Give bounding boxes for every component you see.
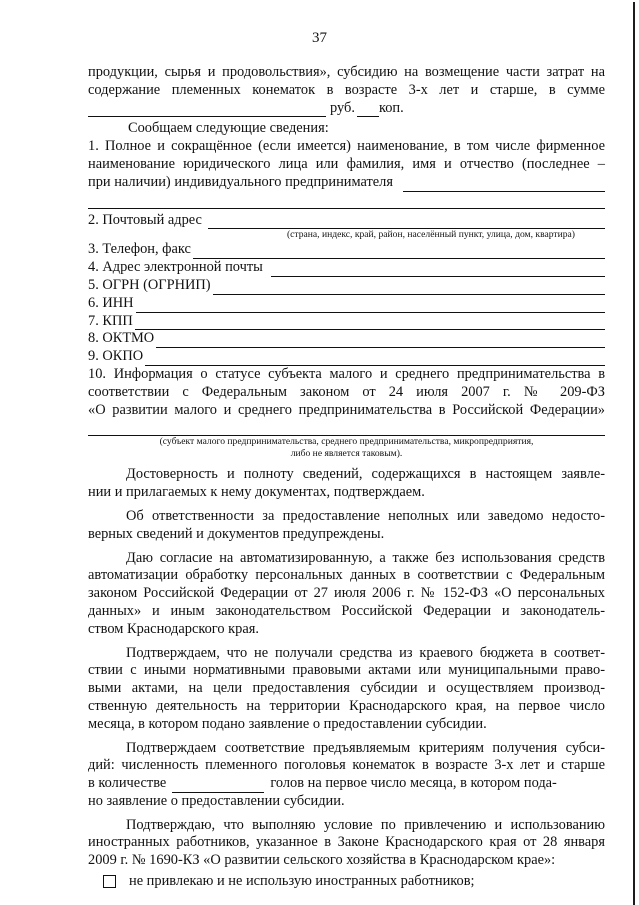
quantity-label: в количестве bbox=[88, 775, 167, 792]
item1-line-2: наименование юридического лица или фамилия, имя и отчество (последнее – bbox=[88, 155, 605, 172]
email-field[interactable] bbox=[271, 262, 605, 277]
postal-address-field[interactable] bbox=[208, 214, 605, 229]
item1-label: при наличии) индивидуального предпринимателя bbox=[88, 173, 393, 190]
phone-fax-label: 3. Телефон, факс bbox=[88, 241, 191, 258]
inn-label: 6. ИНН bbox=[88, 294, 134, 311]
application-form bbox=[88, 64, 605, 891]
no-funds-line-3: выми актами, на цели предоставления субсидии и осуществляем производ- bbox=[88, 680, 605, 697]
sme-status-hint-1: (субъект малого предпринимательства, среднего предпринимательства, микропредприятия, bbox=[159, 436, 534, 448]
oktmo-row bbox=[88, 330, 605, 348]
no-funds-line-1: Подтверждаем, что не получали средства из краевого бюджета в соответ- bbox=[126, 644, 605, 661]
criteria-line-4: но заявление о предоставлении субсидии. bbox=[88, 792, 345, 809]
item1-name-field-continued[interactable] bbox=[88, 192, 605, 209]
postal-address-hint: (страна, индекс, край, район, населённый пункт, улица, дом, квартира) bbox=[286, 229, 575, 241]
criteria-line-1: Подтверждаем соответствие предъявляемым критериям получения субси- bbox=[126, 739, 605, 756]
amount-rub-blank[interactable] bbox=[88, 102, 326, 117]
criteria-line-3 bbox=[88, 775, 605, 793]
no-foreign-workers-option[interactable] bbox=[103, 873, 605, 891]
no-funds-line-2: ствии с иными нормативными правовыми актами или муниципальными право- bbox=[88, 662, 605, 679]
ogrn-label: 5. ОГРН (ОГРНИП) bbox=[88, 276, 211, 293]
kop-label: коп. bbox=[378, 99, 404, 116]
no-funds-line-5: месяца, в котором подано заявление о предоставлении субсидии. bbox=[88, 715, 487, 732]
ogrn-field[interactable] bbox=[213, 280, 605, 295]
amount-row bbox=[88, 100, 605, 118]
foreign-workers-line-1: Подтверждаю, что выполняю условие по привлечению и использованию bbox=[126, 816, 605, 833]
kpp-field[interactable] bbox=[135, 315, 605, 330]
phone-fax-row bbox=[88, 241, 605, 259]
quantity-rest: голов на первое число месяца, в котором пода- bbox=[270, 775, 557, 792]
sme-status-hint-2: либо не является таковым). bbox=[290, 448, 403, 460]
liability-line-1: Об ответственности за предоставление неполных или заведомо недосто- bbox=[126, 507, 605, 524]
no-foreign-workers-label: не привлекаю и не использую иностранных работников; bbox=[129, 873, 475, 890]
rub-label: руб. bbox=[330, 99, 355, 116]
kpp-label: 7. КПП bbox=[88, 312, 133, 329]
accuracy-line-2: нии и прилагаемых к нему документах, подтверждаем. bbox=[88, 484, 425, 501]
phone-fax-field[interactable] bbox=[193, 244, 605, 259]
oktmo-field[interactable] bbox=[156, 333, 605, 348]
foreign-workers-line-2: иностранных работников, указанное в Законе Краснодарского края от 28 января bbox=[88, 834, 605, 851]
consent-line-3: законом Российской Федерации от 27 июля 2006 г. № 152-ФЗ «О персональных bbox=[88, 585, 605, 602]
inn-row bbox=[88, 295, 605, 313]
item1-name-field[interactable] bbox=[403, 177, 605, 192]
item10-line-1: 10. Информация о статусе субъекта малого и среднего предпринимательства в bbox=[88, 365, 605, 382]
kpp-row bbox=[88, 313, 605, 331]
inn-field[interactable] bbox=[136, 298, 605, 313]
inform-heading: Сообщаем следующие сведения: bbox=[128, 120, 329, 137]
page-number: 37 bbox=[312, 30, 327, 46]
okpo-label: 9. ОКПО bbox=[88, 348, 144, 365]
consent-line-2: автоматизации обработку персональных данных в соответствии с Федеральным bbox=[88, 567, 605, 584]
consent-line-1: Даю согласие на автоматизированную, а также без использования средств bbox=[126, 549, 605, 566]
intro-line-1: продукции, сырья и продовольствия», субсидию на возмещение части затрат на bbox=[88, 64, 605, 80]
no-foreign-workers-checkbox[interactable] bbox=[103, 875, 116, 888]
ogrn-row bbox=[88, 277, 605, 295]
item10-line-2: соответствии с Федеральным законом от 24 июля 2007 г. № 209-ФЗ bbox=[88, 383, 605, 400]
item1-line-3 bbox=[88, 174, 605, 192]
liability-line-2: верных сведений и документов предупреждены. bbox=[88, 525, 385, 542]
intro-line-2: содержание племенных конематок в возрасте 3-х лет и старше, в сумме bbox=[88, 81, 605, 98]
accuracy-line-1: Достоверность и полноту сведений, содержащихся в настоящем заявле- bbox=[126, 466, 605, 483]
page-edge-line bbox=[633, 2, 635, 905]
consent-line-5: ством Краснодарского края. bbox=[88, 620, 259, 637]
okpo-row bbox=[88, 348, 605, 366]
amount-kop-blank[interactable] bbox=[357, 102, 379, 117]
criteria-line-2: дий: численность племенного поголовья конематок в возрасте 3-х лет и старше bbox=[88, 757, 605, 774]
email-row bbox=[88, 259, 605, 277]
foreign-workers-line-3: 2009 г. № 1690-КЗ «О развитии сельского хозяйства в Краснодарском крае»: bbox=[88, 852, 556, 869]
item1-line-1: 1. Полное и сокращённое (если имеется) наименование, в том числе фирменное bbox=[88, 138, 605, 155]
item10-line-3: «О развитии малого и среднего предпринимательства в Российской Федерации» bbox=[88, 401, 605, 418]
head-count-blank[interactable] bbox=[172, 778, 264, 793]
no-funds-line-4: ственную деятельность на территории Краснодарского края, на первое число bbox=[88, 697, 605, 714]
postal-address-label: 2. Почтовый адрес bbox=[88, 211, 202, 228]
oktmo-label: 8. ОКТМО bbox=[88, 330, 155, 347]
email-label: 4. Адрес электронной почты bbox=[88, 259, 263, 276]
consent-line-4: данных» и иным законодательством Российской Федерации и законодатель- bbox=[88, 602, 605, 619]
okpo-field[interactable] bbox=[145, 351, 605, 366]
sme-status-field[interactable] bbox=[88, 419, 605, 436]
postal-address-row bbox=[88, 212, 605, 230]
